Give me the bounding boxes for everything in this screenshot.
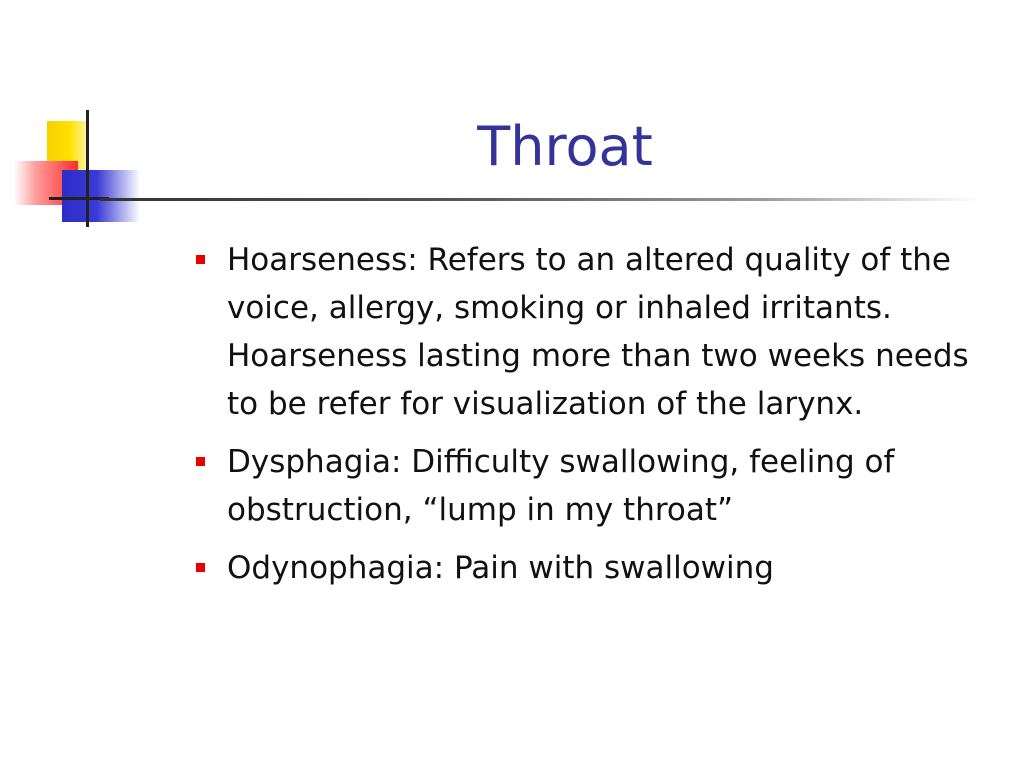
bullet-list xyxy=(196,236,996,602)
bullet-text: Dysphagia: Difficulty swallowing, feeling of obstruction, “lump in my throat” xyxy=(227,444,895,528)
bullet-square-icon xyxy=(196,255,205,264)
corner-decoration xyxy=(0,0,140,230)
bullet-square-icon xyxy=(196,563,205,572)
blue-square xyxy=(62,170,140,222)
decoration-vertical-line xyxy=(86,110,89,227)
bullet-item xyxy=(196,438,996,534)
bullet-text: Hoarseness: Refers to an altered quality of the voice, allergy, smoking or inhaled irritants. Hoarseness lasting more than two weeks needs to be refer for visualization of the larynx. xyxy=(227,242,969,422)
slide-title: Throat xyxy=(477,115,653,178)
bullet-item xyxy=(196,236,996,428)
bullet-text: Odynophagia: Pain with swallowing xyxy=(227,550,774,586)
title-divider xyxy=(100,198,980,201)
bullet-square-icon xyxy=(196,457,205,466)
bullet-item xyxy=(196,544,996,592)
